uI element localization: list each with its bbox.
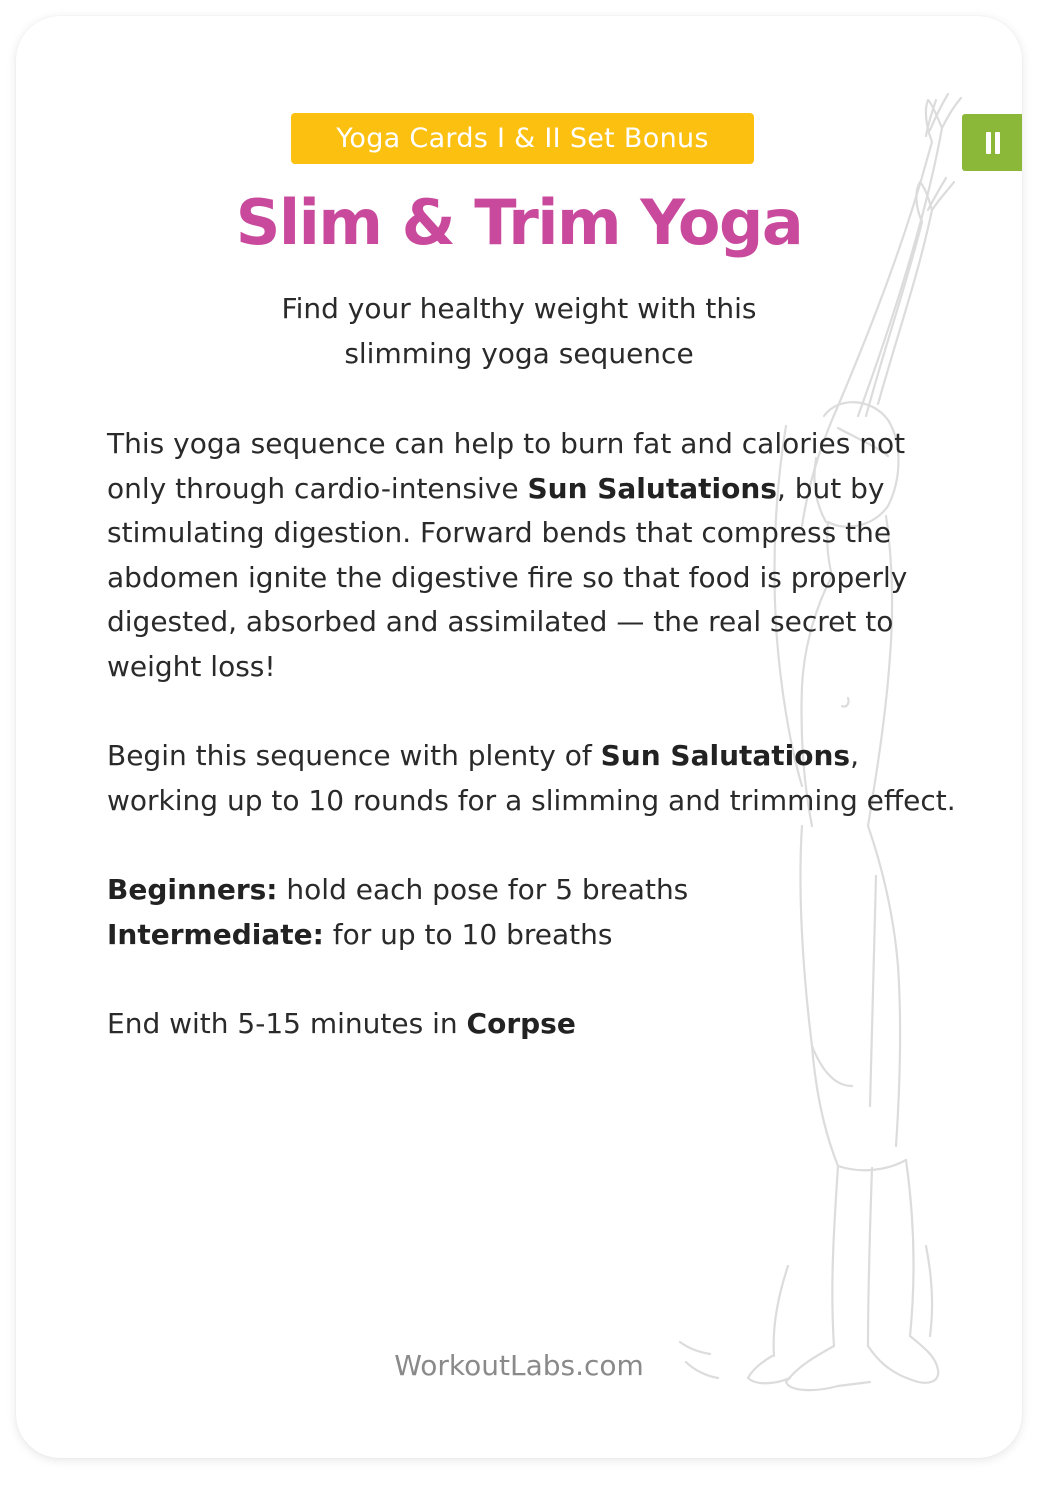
footer-site-link[interactable]: WorkoutLabs.com [394, 1349, 644, 1382]
yoga-card [16, 16, 1022, 1458]
subtitle-line-1: Find your healthy weight with this [281, 292, 757, 325]
subtitle-line-2: slimming yoga sequence [344, 337, 694, 370]
intro-bold-sun-salutations: Sun Salutations [527, 471, 777, 505]
intermediate-label: Intermediate: [107, 917, 324, 951]
card-title: Slim & Trim Yoga [235, 186, 803, 259]
intro-paragraph [107, 422, 957, 690]
intermediate-line [107, 913, 957, 958]
intermediate-text: for up to 10 breaths [323, 917, 613, 951]
beginners-label: Beginners: [107, 872, 278, 906]
card-body [107, 422, 957, 1091]
card-subtitle [219, 286, 819, 376]
beginners-line [107, 868, 957, 913]
pause-bar-right [995, 132, 1000, 154]
pause-bars-icon[interactable] [962, 114, 1022, 171]
begin-text-2: , working up to 10 rounds for a slimming and trimming effect. [107, 739, 956, 817]
intro-text-2: , but by stimulating digestion. Forward bends that compress the abdomen ignite the digestive fire so that food is properly digested, absorbed and assimilated — the real secret to weight loss! [107, 471, 908, 683]
end-text-1: End with 5-15 minutes in [107, 1006, 467, 1040]
end-bold-corpse: Corpse [466, 1006, 576, 1040]
begin-bold-sun-salutations: Sun Salutations [600, 739, 851, 773]
pause-bar-left [986, 132, 991, 154]
end-paragraph [107, 1002, 957, 1047]
intro-text-1: This yoga sequence can help to burn fat and calories not only through cardio-intensive [107, 427, 906, 505]
begin-paragraph [107, 734, 957, 823]
begin-text-1: Begin this sequence with plenty of [107, 739, 601, 773]
set-bonus-badge: Yoga Cards I & II Set Bonus [291, 113, 754, 164]
beginners-text: hold each pose for 5 breaths [277, 872, 689, 906]
